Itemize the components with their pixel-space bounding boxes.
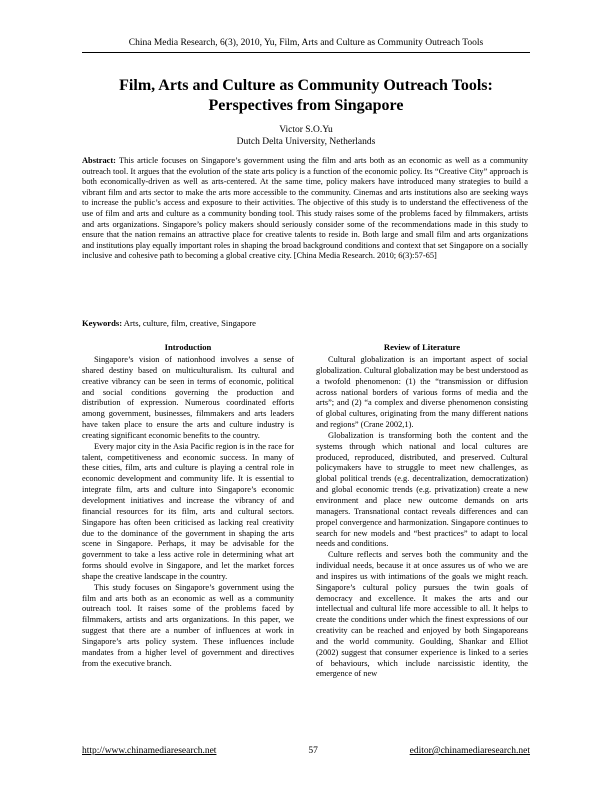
left-column <box>82 342 294 669</box>
right-column <box>316 342 528 680</box>
article-title <box>60 76 552 116</box>
review-paragraph-1: Cultural globalization is an important aspect of social globalization. Cultural globalization may be best understood as a twofold phenomenon: (1) the “transmission or diffusion across national borders of various forms of media and the arts”; and (2) “a complex and diverse phenomenon consisting of global cultures, originating from the many different nations and regions” (Crane 2002,1). <box>316 355 528 430</box>
keywords-text: Arts, culture, film, creative, Singapore <box>123 318 257 328</box>
author-block <box>60 124 552 148</box>
review-paragraph-2: Globalization is transforming both the content and the systems through which national and local cultures are produced, reproduced, distributed, and preserved. Cultural policymakers have to struggle to meet new challenges, as global political trends (e.g. decentralization, democratization) and global economic trends (e.g. privatization) create a new environment and place new outcome demands on arts managers. Transnational contact reveals differences and can propel convergence and harmonization. Singapore continues to search for new models and “best practices” to adapt to local needs and conditions. <box>316 430 528 549</box>
page-footer <box>82 746 530 756</box>
journal-url-link[interactable]: http://www.chinamediaresearch.net <box>82 746 217 756</box>
review-heading: Review of Literature <box>383 342 461 352</box>
author-name: Victor S.O.Yu <box>279 125 333 135</box>
running-head: China Media Research, 6(3), 2010, Yu, Film, Arts and Culture as Community Outreach Tools <box>82 38 530 53</box>
author-affiliation: Dutch Delta University, Netherlands <box>236 137 376 147</box>
review-paragraph-3: Culture reflects and serves both the community and the individual needs, because it at once assures us of who we are and inspires us with intimations of the goals we might reach. Singapore’s cultural policy pursues the twin goals of democracy and excellence. It makes the arts and our intellectual and cultural life more accessible to all. It helps to create the conditions under which the finest expressions of our creativity can be reached and enjoyed by both Singaporeans and the world community. Goulding, Shankar and Elliot (2002) suggest that consumer experience is linked to a series of behaviours, which include narcissistic identity, the emergence of new <box>316 550 528 679</box>
abstract-label: Abstract: <box>82 156 116 165</box>
editor-email-link[interactable]: editor@chinamediaresearch.net <box>409 746 530 756</box>
abstract <box>82 156 528 262</box>
introduction-heading: Introduction <box>164 342 212 352</box>
keywords-label: Keywords: <box>82 318 123 328</box>
intro-paragraph-2: Every major city in the Asia Pacific region is in the race for talent, competitiveness and economic success. In many of these cities, film, arts and culture is playing a central role in economic development and community life. It is essential to integrate film, arts and culture into Singapore’s economic development initiatives and increase the vibrancy of and financial resources for its film, arts and cultural sectors. Singapore has often been criticised as lacking real creativity due to the dominance of the government in shaping the arts scene in Singapore. Perhaps, it may be advisable for the government to take a less active role in determining what art forms should evolve in Singapore, and let the market forces shape the creative landscape in the country. <box>82 441 294 581</box>
page-number: 57 <box>308 746 318 756</box>
keywords <box>82 318 528 329</box>
intro-paragraph-1: Singapore’s vision of nationhood involves a sense of shared destiny based on multiculturalism. Its cultural and creative vibrancy can be seen in terms of economic, political and social conditions governing the production and distribution of expression. Numerous coordinated efforts among government, businesses, filmmakers and arts leaders have taken place to ensure the arts and culture industry is creating significant economic benefits to the country. <box>82 355 294 440</box>
intro-paragraph-3: This study focuses on Singapore’s government using the film and arts both as an economic as well as a community outreach tool. It raises some of the problems faced by filmmakers, artists and arts organizations. In this paper, we suggest that there are a number of influences at work in Singapore’s arts policy system. These influences include mandates from a higher level of government and directives from the executive branch. <box>82 582 294 668</box>
title-line-1: Film, Arts and Culture as Community Outreach Tools: <box>119 77 493 94</box>
abstract-text: This article focuses on Singapore’s government using the film and arts both as an economic as well as a community outreach tool. It argues that the evolution of the state arts policy is a function of the economic policy. Its “Creative City” approach is both economically-driven as well as arts-centered. At the same time, policy makers have introduced many strategies to build a vibrant film and arts sector to make the arts more accessible to the community. Cinemas and arts institutions also are seeking ways to increase the public’s access and exposure to their activities. The objective of this study is to understand the effectiveness of the use of film and arts and culture as a community bonding tool. This study raises some of the problems faced by filmmakers, artists and arts organizations. Singapore’s policy makers should seriously consider some of the recommendations made in this study to ensure that the nation remains an attractive place for creative talents to reside in. Both large and small film and arts organizations and institutions play equally important roles in shaping the broad background conditions and context that set Singapore on a socially inclusive and cohesive path to becoming a global creative city. [China Media Research. 2010; 6(3):57-65] <box>82 156 528 261</box>
title-line-2: Perspectives from Singapore <box>208 97 404 114</box>
